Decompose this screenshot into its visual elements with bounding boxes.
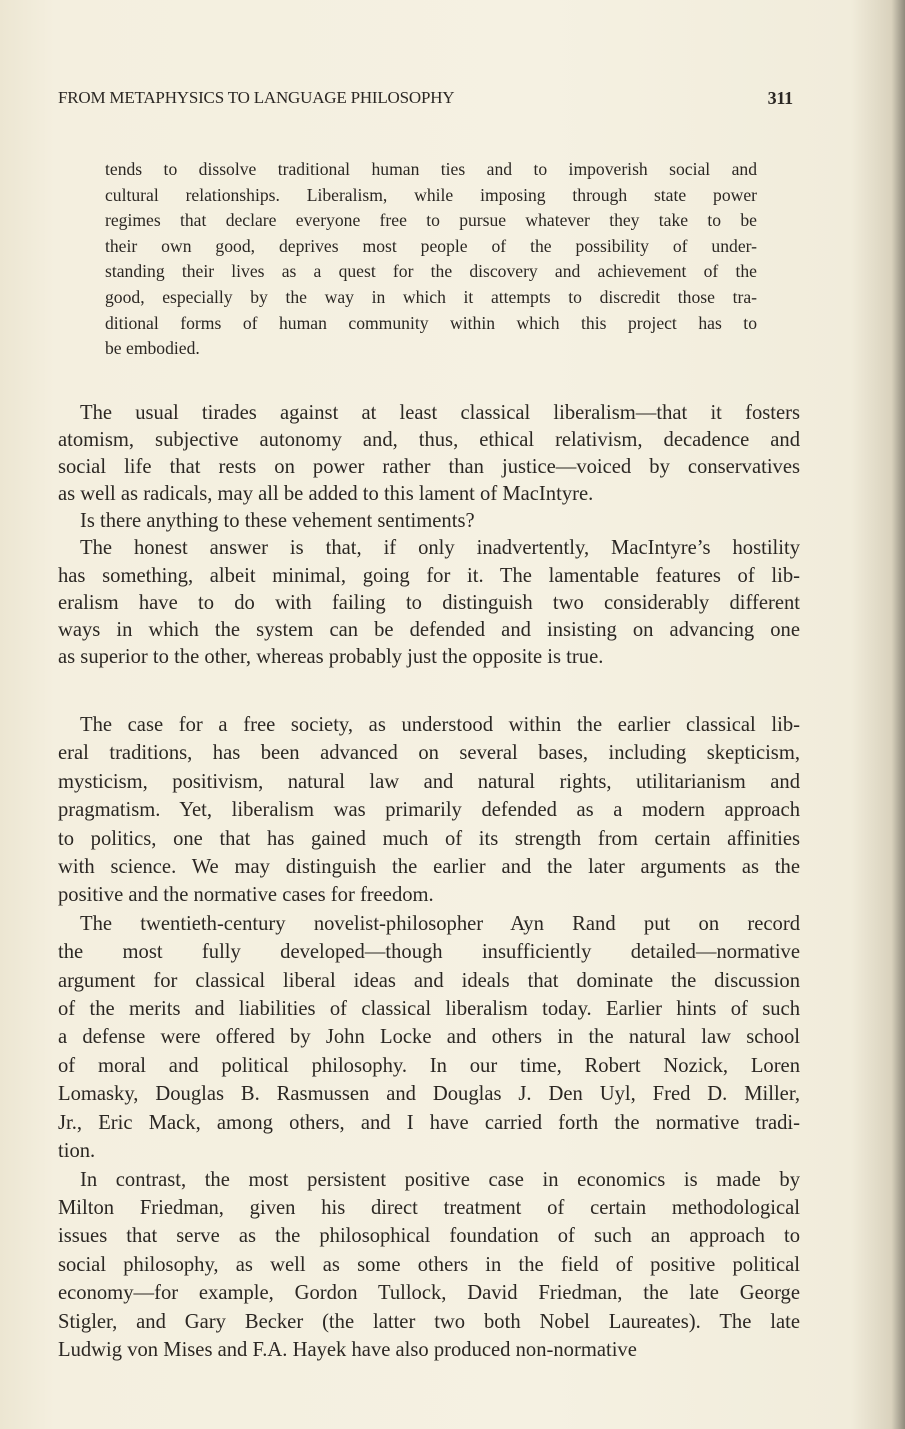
text-line: argument for classical liberal ideas and ideals that dominate the discussion: [58, 969, 800, 992]
body-text-top: [58, 400, 800, 671]
text-line: has something, albeit minimal, going for it. The lamentable features of lib-: [58, 564, 800, 587]
text-line: as superior to the other, whereas probably just the opposite is true.: [58, 645, 604, 668]
text-line: of moral and political philosophy. In our time, Robert Nozick, Loren: [58, 1054, 800, 1077]
text-line: social life that rests on power rather than justice—voiced by conservatives: [58, 456, 800, 479]
paragraph: [58, 711, 800, 910]
text-line: The case for a free society, as understood within the earlier classical lib-: [80, 714, 800, 736]
paragraph: [58, 535, 800, 670]
quote-line: standing their lives as a quest for the discovery and achievement of the: [105, 261, 757, 282]
text-line: The honest answer is that, if only inadvertently, MacIntyre’s hostility: [80, 537, 800, 560]
text-line: with science. We may distinguish the earlier and the later arguments as the: [58, 856, 800, 879]
text-line: economy—for example, Gordon Tullock, David Friedman, the late George: [58, 1282, 800, 1305]
text-line: pragmatism. Yet, liberalism was primarily defended as a modern approach: [58, 799, 800, 822]
page-number: 311: [767, 88, 793, 108]
text-line: In contrast, the most persistent positive case in economics is made by: [80, 1168, 800, 1191]
paragraph: [58, 910, 800, 1166]
text-line: atomism, subjective autonomy and, thus, ethical relativism, decadence and: [58, 429, 800, 452]
text-line: of the merits and liabilities of classical liberalism today. Earlier hints of such: [58, 998, 800, 1021]
quote-line: regimes that declare everyone free to pursue whatever they take to be: [105, 210, 757, 231]
text-line: positive and the normative cases for freedom.: [58, 884, 434, 907]
text-line: The twentieth-century novelist-philosopher Ayn Rand put on record: [80, 912, 800, 935]
text-line: Ludwig von Mises and F.A. Hayek have also produced non-normative: [58, 1338, 637, 1361]
text-line: issues that serve as the philosophical foundation of such an approach to: [58, 1225, 800, 1248]
text-line: a defense were offered by John Locke and others in the natural law school: [58, 1026, 800, 1049]
text-line: mysticism, positivism, natural law and natural rights, utilitarianism and: [58, 770, 800, 793]
paragraph: [58, 1166, 800, 1365]
text-line: Jr., Eric Mack, among others, and I have carried forth the normative tradi-: [58, 1111, 800, 1134]
text-line: Stigler, and Gary Becker (the latter two both Nobel Laureates). The late: [58, 1310, 800, 1333]
text-line: eral traditions, has been advanced on several bases, including skepticism,: [58, 742, 800, 765]
quote-line: their own good, deprives most people of the possibility of under-: [105, 235, 757, 256]
text-line: the most fully developed—though insufficiently detailed—normative: [58, 941, 800, 964]
quote-line: be embodied.: [105, 338, 200, 359]
text-line: tion.: [58, 1140, 96, 1163]
running-header: [58, 88, 800, 112]
text-line: Is there anything to these vehement sentiments?: [80, 510, 475, 533]
text-line: Milton Friedman, given his direct treatment of certain methodological: [58, 1196, 800, 1219]
text-line: eralism have to do with failing to distinguish two considerably different: [58, 591, 800, 614]
quote-line: tends to dissolve traditional human ties and to impoverish social and: [105, 159, 757, 179]
text-line: The usual tirades against at least classical liberalism—that it fosters: [80, 402, 800, 424]
paragraph: [58, 400, 800, 508]
quote-line: good, especially by the way in which it attempts to discredit those tra-: [105, 286, 757, 307]
quote-line: ditional forms of human community within which this project has to: [105, 312, 757, 333]
text-line: to politics, one that has gained much of its strength from certain affinities: [58, 827, 800, 850]
text-line: as well as radicals, may all be added to this lament of MacIntyre.: [58, 483, 594, 506]
body-text-bottom: [58, 711, 800, 1364]
block-quote: [105, 157, 757, 362]
quote-line: cultural relationships. Liberalism, while imposing through state power: [105, 184, 757, 205]
text-line: social philosophy, as well as some others in the field of positive political: [58, 1253, 800, 1276]
paragraph: [58, 508, 800, 535]
text-line: ways in which the system can be defended and insisting on advancing one: [58, 618, 800, 641]
running-title: FROM METAPHYSICS TO LANGUAGE PHILOSOPHY: [58, 88, 455, 107]
text-line: Lomasky, Douglas B. Rasmussen and Douglas J. Den Uyl, Fred D. Miller,: [58, 1083, 800, 1106]
